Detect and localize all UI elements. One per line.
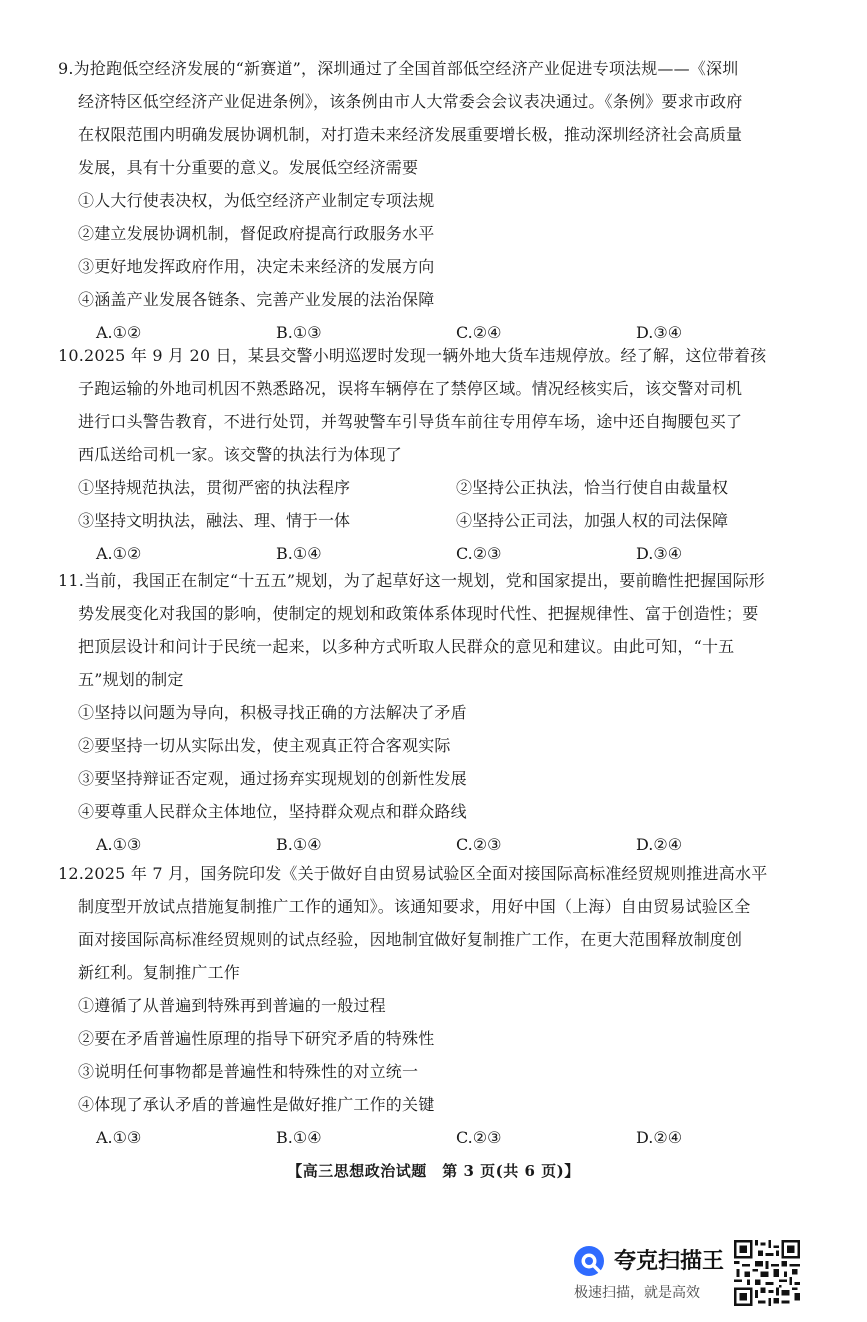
option-d[interactable]: D.③④ — [636, 544, 683, 563]
question-text-line: 新红利。复制推广工作 — [78, 963, 241, 982]
scanner-watermark — [568, 1238, 728, 1308]
statement: ①坚持规范执法，贯彻严密的执法程序 — [78, 478, 351, 497]
question-text-line: 子跑运输的外地司机因不熟悉路况，误将车辆停在了禁停区域。情况经核实后，该交警对司机 — [78, 379, 743, 398]
question-text-line: 发展，具有十分重要的意义。发展低空经济需要 — [78, 158, 419, 177]
statement: ③要坚持辩证否定观，通过扬弃实现规划的创新性发展 — [78, 769, 467, 788]
question-12 — [58, 857, 818, 1154]
question-text-line: 11.当前，我国正在制定“十五五”规划，为了起草好这一规划，党和国家提出，要前瞻性把握国际形 — [58, 571, 766, 590]
option-d[interactable]: D.③④ — [636, 323, 683, 342]
question-11 — [58, 564, 818, 861]
question-text-line: 势发展变化对我国的影响，使制定的规划和政策体系体现时代性、把握规律性、富于创造性；要 — [78, 604, 759, 623]
option-a[interactable]: A.①③ — [96, 835, 142, 854]
statement: ③说明任何事物都是普遍性和特殊性的对立统一 — [78, 1062, 419, 1081]
option-c[interactable]: C.②④ — [456, 323, 502, 342]
option-b[interactable]: B.①③ — [276, 323, 322, 342]
brand-name: 夸克扫描王 — [614, 1249, 725, 1274]
question-text-line: 10.2025 年 9 月 20 日，某县交警小明巡逻时发现一辆外地大货车违规停放。经了解，这位带着孩 — [58, 346, 767, 365]
statement-row — [58, 504, 818, 537]
statement: ①坚持以问题为导向，积极寻找正确的方法解决了矛盾 — [78, 703, 467, 722]
option-d[interactable]: D.②④ — [636, 1128, 683, 1147]
question-9 — [58, 52, 818, 349]
question-text-line: 12.2025 年 7 月，国务院印发《关于做好自由贸易试验区全面对接国际高标准经贸规则推进高水平 — [58, 864, 768, 883]
statement: ②建立发展协调机制，督促政府提高行政服务水平 — [78, 224, 435, 243]
question-text-line: 西瓜送给司机一家。该交警的执法行为体现了 — [78, 445, 403, 464]
question-text-line: 9.为抢跑低空经济发展的“新赛道”，深圳通过了全国首部低空经济产业促进专项法规——《深圳 — [58, 59, 739, 78]
option-c[interactable]: C.②③ — [456, 1128, 502, 1147]
statement: ④要尊重人民群众主体地位，坚持群众观点和群众路线 — [78, 802, 467, 821]
statement: ④体现了承认矛盾的普遍性是做好推广工作的关键 — [78, 1095, 435, 1114]
statement: ①人大行使表决权，为低空经济产业制定专项法规 — [78, 191, 435, 210]
question-text-line: 经济特区低空经济产业促进条例》，该条例由市人大常委会会议表决通过。《条例》要求市政府 — [78, 92, 743, 111]
statement: ②要在矛盾普遍性原理的指导下研究矛盾的特殊性 — [78, 1029, 435, 1048]
qr-code-icon — [734, 1240, 800, 1306]
quark-logo-icon — [572, 1244, 606, 1278]
option-c[interactable]: C.②③ — [456, 835, 502, 854]
question-10 — [58, 339, 818, 570]
option-b[interactable]: B.①④ — [276, 544, 322, 563]
question-text-line: 制度型开放试点措施复制推广工作的通知》。该通知要求，用好中国（上海）自由贸易试验区全 — [78, 897, 751, 916]
brand-slogan: 极速扫描，就是高效 — [574, 1285, 700, 1301]
page-footer: 【高三思想政治试题 第 3 页(共 6 页)】 — [287, 1162, 580, 1180]
question-text-line: 五”规划的制定 — [78, 670, 184, 689]
option-a[interactable]: A.①② — [96, 544, 142, 563]
question-text-line: 面对接国际高标准经贸规则的试点经验，因地制宜做好复制推广工作，在更大范围释放制度创 — [78, 930, 743, 949]
option-a[interactable]: A.①② — [96, 323, 142, 342]
option-a[interactable]: A.①③ — [96, 1128, 142, 1147]
option-d[interactable]: D.②④ — [636, 835, 683, 854]
option-b[interactable]: B.①④ — [276, 1128, 322, 1147]
question-text-line: 进行口头警告教育，不进行处罚，并驾驶警车引导货车前往专用停车场，途中还自掏腰包买了 — [78, 412, 743, 431]
statement: ③更好地发挥政府作用，决定未来经济的发展方向 — [78, 257, 435, 276]
statement-row — [58, 471, 818, 504]
question-text-line: 把顶层设计和问计于民统一起来，以多种方式听取人民群众的意见和建议。由此可知，“十五 — [78, 637, 735, 656]
statement: ②要坚持一切从实际出发，使主观真正符合客观实际 — [78, 736, 451, 755]
statement: ④涵盖产业发展各链条、完善产业发展的法治保障 — [78, 290, 435, 309]
option-c[interactable]: C.②③ — [456, 544, 502, 563]
statement: ②坚持公正执法，恰当行使自由裁量权 — [456, 478, 729, 497]
option-b[interactable]: B.①④ — [276, 835, 322, 854]
answer-options — [58, 1121, 818, 1154]
question-text-line: 在权限范围内明确发展协调机制，对打造未来经济发展重要增长极，推动深圳经济社会高质量 — [78, 125, 743, 144]
statement: ④坚持公正司法，加强人权的司法保障 — [456, 511, 729, 530]
statement: ①遵循了从普遍到特殊再到普遍的一般过程 — [78, 996, 386, 1015]
statement: ③坚持文明执法，融法、理、情于一体 — [78, 511, 351, 530]
